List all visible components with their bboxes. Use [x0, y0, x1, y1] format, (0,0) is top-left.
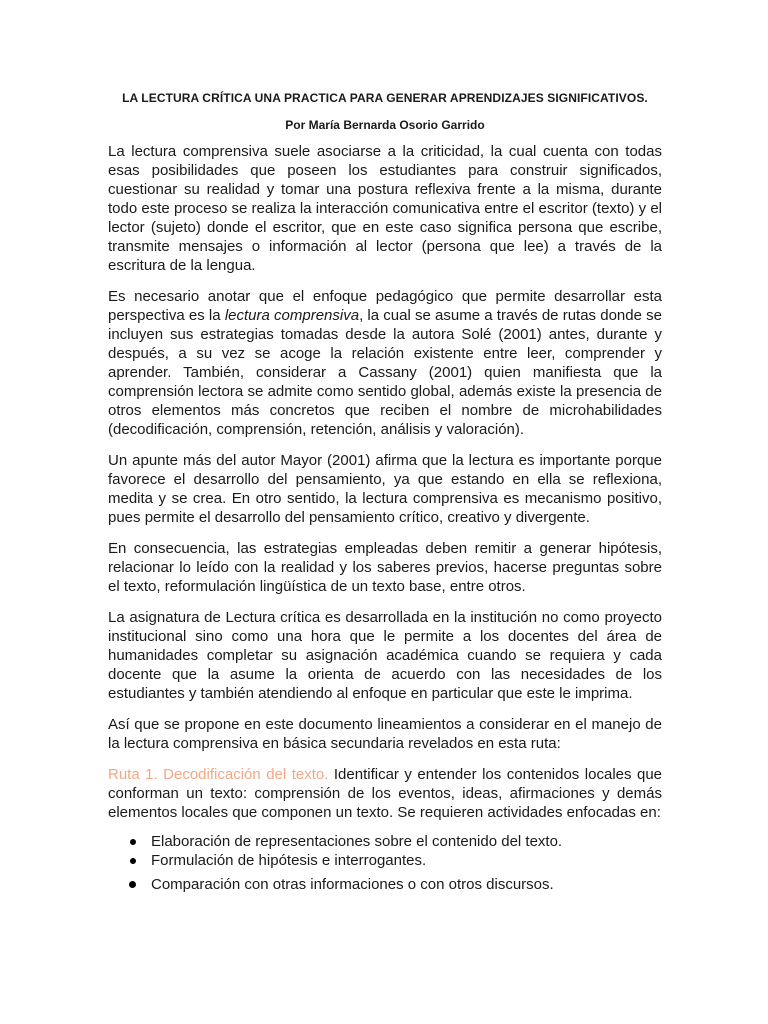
route-description: Identificar y entender los contenidos locales que conforman un texto: comprensión de los eventos, ideas, afirmaciones y demás elementos locales que componen un texto. Se requieren actividades enfocadas en:: [108, 766, 663, 821]
list-item-text: Formulación de hipótesis e interrogantes.: [151, 852, 427, 869]
paragraph-6: Así que se propone en este documento lineamientos a considerar en el manejo de la lectura comprensiva en básica secundaria revelados en esta ruta:: [108, 716, 662, 752]
paragraph-4: En consecuencia, las estrategias empleadas deben remitir a generar hipótesis, relacionar lo leído con la realidad y los saberes previos, hacerse preguntas sobre el texto, reformulación lingüística de un texto base, entre otros.: [108, 540, 662, 595]
list-item: [108, 875, 662, 894]
list-item-text: Elaboración de representaciones sobre el contenido del texto.: [151, 833, 563, 850]
document-author: Por María Bernarda Osorio Garrido: [285, 118, 485, 132]
list-item-text: Comparación con otras informaciones o con otros discursos.: [151, 876, 554, 893]
activities-list: [108, 832, 662, 894]
paragraph-2-italic-term: lectura comprensiva: [224, 307, 360, 324]
route-title: Ruta 1. Decodificación del texto.: [108, 766, 329, 783]
list-item: [108, 851, 662, 870]
paragraph-2-text-start: Es necesario anotar que el enfoque pedagógico que permite desarrollar esta perspectiva es la: [108, 288, 662, 324]
paragraph-5: La asignatura de Lectura crítica es desarrollada en la institución no como proyecto institucional sino como una hora que le permite a los docentes del área de humanidades completar su asignación académica cuando se requiera y cada docente que la asume la orienta de acuerdo con las necesidades de los estudiantes y también atendiendo al enfoque en particular que este le imprima.: [108, 609, 662, 702]
paragraph-3: Un apunte más del autor Mayor (2001) afirma que la lectura es importante porque favorece el desarrollo del pensamiento, ya que estando en ella se reflexiona, medita y se crea. En otro sentido, la lectura comprensiva es mecanismo positivo, pues permite el desarrollo del pensamiento crítico, creativo y divergente.: [108, 452, 662, 526]
bullet-icon: [130, 839, 136, 845]
paragraph-1: La lectura comprensiva suele asociarse a la criticidad, la cual cuenta con todas esas posibilidades que poseen los estudiantes para construir significados, cuestionar su realidad y tomar una postura reflexiva frente a la misma, durante todo este proceso se realiza la interacción comunicativa entre el escritor (texto) y el lector (sujeto) donde el escritor, que en este caso significa persona que escribe, transmite mensajes o información al lector (persona que lee) a través de la escritura de la lengua.: [108, 143, 662, 274]
paragraph-2: [108, 287, 662, 439]
route-paragraph: [108, 765, 662, 822]
bullet-icon: [129, 881, 136, 888]
bullet-icon: [130, 858, 136, 864]
document-body: [108, 142, 662, 894]
document-title: LA LECTURA CRÍTICA UNA PRACTICA PARA GENERAR APRENDIZAJES SIGNIFICATIVOS.: [122, 91, 648, 105]
paragraph-2-text-end: , la cual se asume a través de rutas donde se incluyen sus estrategias tomadas desde la autora Solé (2001) antes, durante y después, a su vez se acoge la relación existente entre leer, comprender y aprender. También, considerar a Cassany (2001) quien manifiesta que la comprensión lectora se admite como sentido global, además existe la presencia de otros elementos más concretos que reciben el nombre de microhabilidades (decodificación, comprensión, retención, análisis y valoración).: [108, 307, 662, 438]
list-item: [108, 832, 662, 851]
